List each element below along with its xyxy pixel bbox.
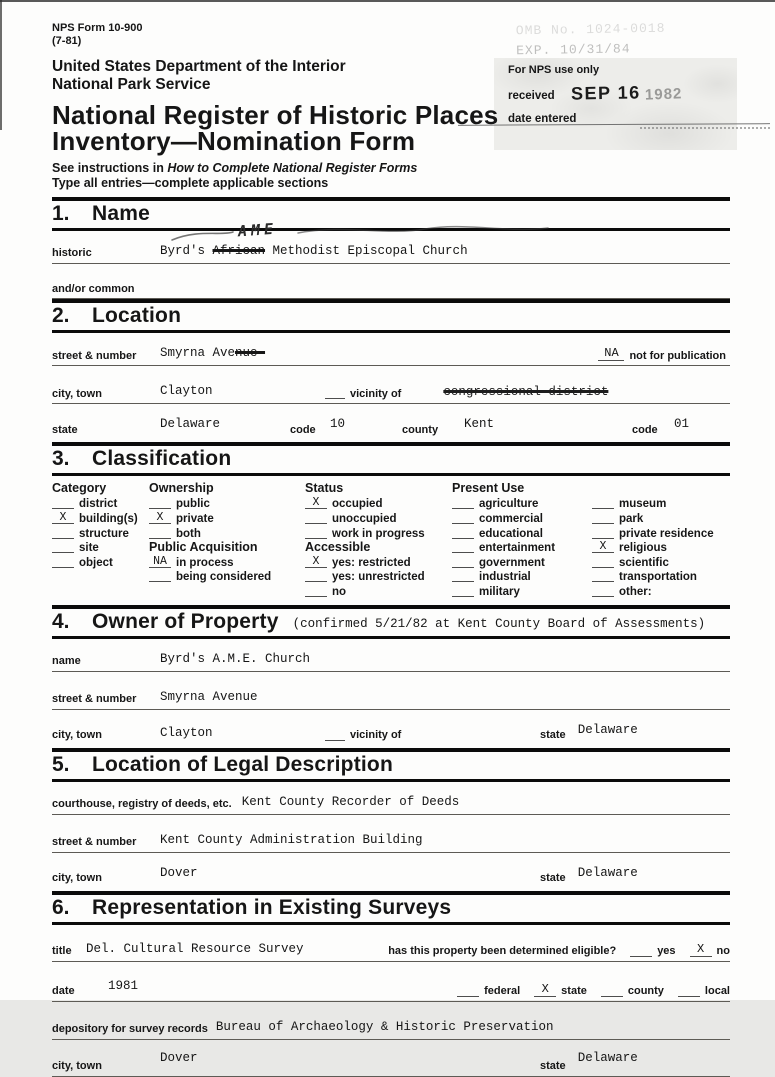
checkbox-no: no [305,583,452,598]
state-label: state [52,423,78,436]
state-code-value: 10 [330,417,346,432]
handwritten-correction: AME [237,219,278,240]
checkbox-work-in-progress: work in progress [305,525,452,540]
city-label: city, town [52,387,102,400]
agency-name: United States Department of the Interior National Park Service [52,57,346,93]
checkbox-unoccupied: unoccupied [305,510,452,525]
survey-city-label: city, town [52,1060,102,1073]
field-historic-name [52,219,730,264]
field-depository [52,1012,730,1040]
accessible-header: Accessible [305,539,371,554]
section-heading-legal: 5. Location of Legal Description [52,748,730,782]
checkbox-object: object [52,554,149,569]
field-survey-city [52,1047,730,1077]
struck-congressional-district: congressional district [443,385,609,400]
common-name-label: and/or common [52,282,135,295]
checkbox-park: park [592,510,730,525]
depository-value: Bureau of Archaeology & Historic Preservation [215,1020,554,1035]
checkbox-transportation: transportation [592,569,730,584]
field-owner-name [52,643,730,672]
courthouse-label: courthouse, registry of deeds, etc. [52,798,232,811]
received-date-stamp: SEP 16 [570,82,641,104]
field-legal-city [52,860,730,891]
present-use-column-b [592,481,730,598]
na-blank: NA [598,347,624,361]
depository-label: depository for survey records [52,1023,208,1036]
state-level-blank: X [534,983,556,997]
state-value: Delaware [160,417,221,432]
checkbox-educational: educational [452,525,592,540]
field-state-county [52,411,730,442]
field-legal-street [52,824,730,853]
form-header [52,0,730,197]
checkbox-buildings: X building(s) [52,510,149,525]
legal-state-group [540,867,730,885]
historic-value: Byrd's African Methodist Episcopal Church [160,243,468,258]
checkbox-being-considered: being considered [149,569,305,584]
owner-vicinity-blank [325,727,345,741]
not-for-publication-label: not for publication [629,349,726,362]
checkbox-commercial: commercial [452,510,592,525]
checkbox-private: X private [149,510,305,525]
owner-city-label: city, town [52,729,102,742]
owner-state-label: state [540,729,566,742]
checkbox-religious: X religious [592,540,730,555]
county-label: county [402,423,439,436]
street-value: Smyrna Avenue- [160,346,266,361]
county-code-value: 01 [674,417,690,432]
county-level-label: county [627,985,664,998]
survey-state-label: state [540,1060,566,1073]
classification-grid [52,476,730,605]
ownership-column: Ownership public X private both Public Acquisition NA in process being considered [149,481,305,598]
struck-word: African [212,243,266,258]
checkbox-occupied: X occupied [305,496,452,511]
legal-state-value: Delaware [577,866,638,881]
checkbox-scientific: scientific [592,554,730,569]
owner-vicinity-label: vicinity of [350,729,402,742]
eligible-yes-label: yes [657,945,676,958]
omb-expiration: EXP. 10/31/84 [516,40,631,58]
checkbox-military: military [452,583,592,598]
owner-state-group [540,724,730,742]
survey-city-value: Dover [160,1051,198,1066]
checkbox-government: government [452,554,592,569]
section-heading-surveys: 6. Representation in Existing Surveys [52,891,730,925]
code-label: code [290,423,316,436]
not-for-publication-group [598,347,726,362]
omb-number: OMB No. 1024-0018 [515,20,666,39]
owner-street-value: Smyrna Avenue [160,690,258,705]
local-label: local [704,985,730,998]
checkbox-museum: museum [592,496,730,511]
historic-label: historic [52,246,92,259]
field-street-number [52,337,730,366]
date-entered-label: date entered [508,113,577,125]
federal-blank [457,983,479,997]
federal-label: federal [484,985,521,998]
section-heading-owner: 4. Owner of Property (confirmed 5/21/82 at Kent County Board of Assessments) [52,605,730,639]
section-heading-classification: 3. Classification [52,442,730,476]
section-heading-name: 1. Name [52,197,730,231]
owner-city-value: Clayton [160,726,213,741]
code2-label: code [632,423,658,436]
checkbox-site: site [52,540,149,555]
street-label: street & number [52,349,137,362]
field-survey-title [52,932,730,962]
owner-state-value: Delaware [577,723,638,738]
present-use-column-a: Present Use agriculture commercial educational entertainment government industrial military [452,481,592,598]
owner-name-value: Byrd's A.M.E. Church [160,652,311,667]
survey-title-value: Del. Cultural Resource Survey [86,942,304,957]
legal-street-label: street & number [52,836,137,849]
checkbox-district: district [52,496,149,511]
instructions: See instructions in How to Complete National Register Forms Type all entries—complete applicable sections [52,160,418,190]
checkbox-yes-unrestricted: yes: unrestricted [305,569,452,584]
handwriting-swoosh [170,220,550,246]
survey-date-value: 1981 [108,979,139,994]
eligible-no-blank: X [690,943,712,957]
county-blank [601,983,623,997]
checkbox-structure: structure [52,525,149,540]
field-courthouse [52,786,730,815]
legal-state-label: state [540,872,566,885]
public-acquisition-header: Public Acquisition [149,539,258,554]
county-value: Kent [464,417,495,432]
survey-state-value: Delaware [577,1051,638,1066]
city-value: Clayton [160,384,213,399]
vicinity-label: vicinity of [350,387,402,400]
checkbox-public: public [149,496,305,511]
legal-city-label: city, town [52,872,102,885]
field-common-name [52,283,730,300]
field-owner-city [52,717,730,748]
checkbox-in-process: NA in process [149,554,305,569]
state-level-label: state [561,985,587,998]
eligible-group [388,943,730,958]
checkbox-industrial: industrial [452,569,592,584]
field-owner-street [52,681,730,710]
survey-title-label: title [52,945,72,958]
survey-date-label: date [52,985,75,998]
category-column: Category district X building(s) structure site object [52,481,149,598]
received-label: received [508,90,555,102]
eligible-question: has this property been determined eligible? [388,945,617,958]
section-heading-location: 2. Location [52,299,730,333]
vicinity-blank [325,385,345,399]
status-column: Status X occupied unoccupied work in progress Accessible X yes: restricted yes: unrestricted no [305,481,452,598]
checkbox-private-residence: private residence [592,525,730,540]
legal-street-value: Kent County Administration Building [160,833,423,848]
checkbox-both: both [149,525,305,540]
owner-confirmation-note: (confirmed 5/21/82 at Kent County Board of Assessments) [292,616,706,631]
field-survey-date [52,972,730,1002]
struck-letters: nue- [235,346,266,361]
checkbox-yes-restricted: X yes: restricted [305,554,452,569]
owner-street-label: street & number [52,693,137,706]
owner-name-label: name [52,655,81,668]
local-blank [678,983,700,997]
legal-city-value: Dover [160,866,198,881]
checkbox-agriculture: agriculture [452,496,592,511]
eligible-no-label: no [716,945,730,958]
nps-box-header: For NPS use only [508,64,600,76]
form-number: NPS Form 10-900 (7-81) [52,22,143,47]
courthouse-value: Kent County Recorder of Deeds [241,795,460,810]
checkbox-entertainment: entertainment [452,540,592,555]
survey-state-group [540,1052,730,1073]
eligible-yes-blank [630,943,652,957]
survey-level-group [457,983,730,998]
field-city-town [52,375,730,404]
checkbox-other: other: [592,583,730,598]
received-year-stamp: 1982 [645,85,684,104]
page-title: National Register of Historic Places Inventory—Nomination Form [52,99,499,156]
